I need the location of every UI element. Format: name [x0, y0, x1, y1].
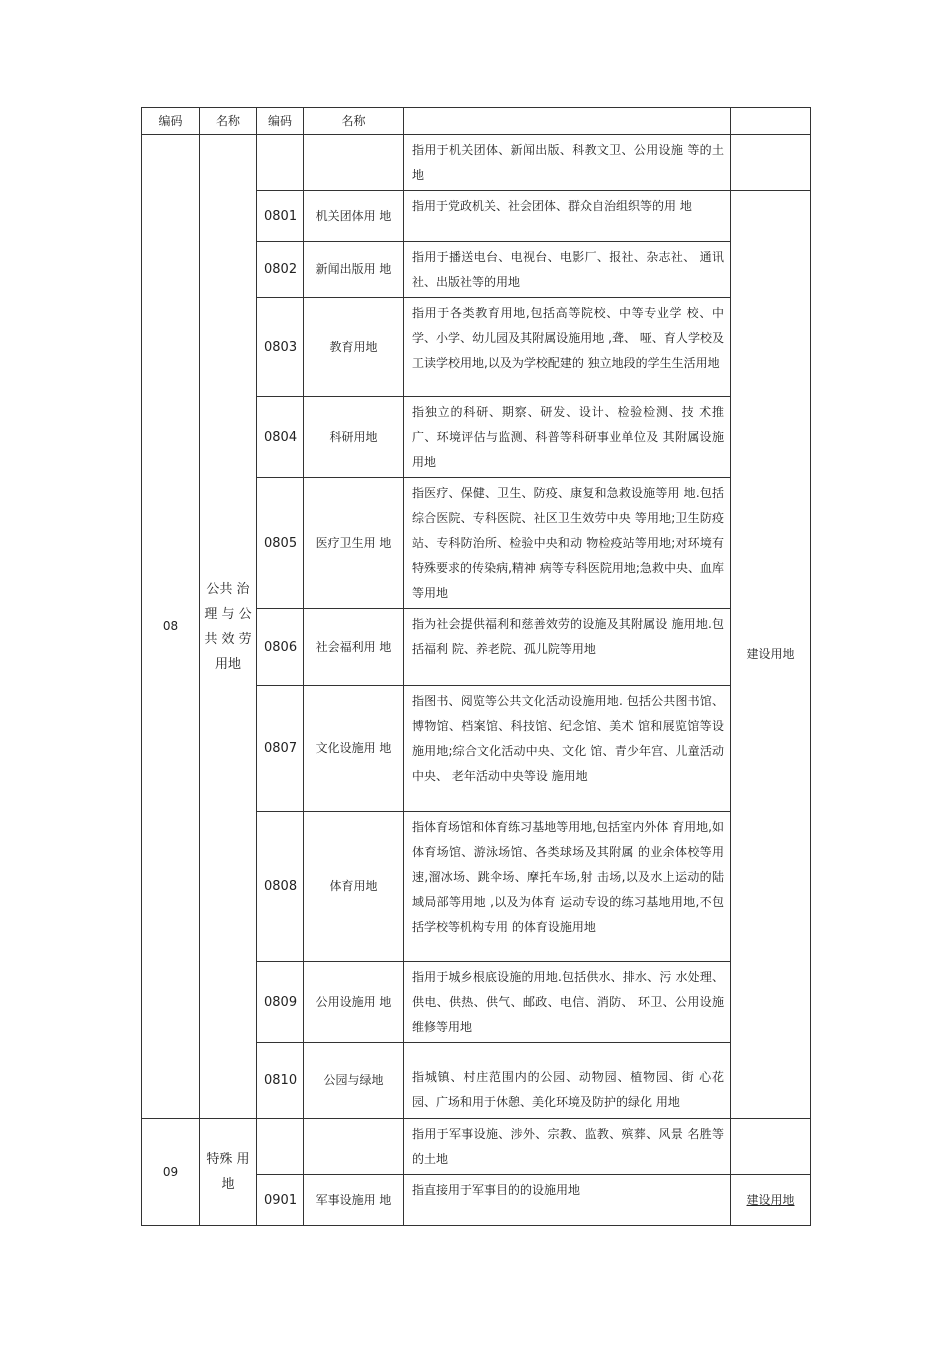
- group-description: 指用于机关团体、新闻出版、科教文卫、公用设施 等的土地: [404, 135, 731, 191]
- item-code: 0807: [257, 686, 304, 812]
- classification-table: [141, 107, 811, 1226]
- item-name: 公用设施用 地: [304, 962, 404, 1043]
- group-landuse: [731, 1119, 811, 1175]
- header-code-2: 编码: [257, 108, 304, 135]
- item-description: 指城镇、村庄范围内的公园、动物园、植物园、街 心花园、广场和用于休憩、美化环境及防护的绿化 用地: [404, 1043, 731, 1119]
- cell-name: [304, 135, 404, 191]
- item-name: 军事设施用 地: [304, 1175, 404, 1226]
- item-name: 机关团体用 地: [304, 191, 404, 242]
- item-name: 公园与绿地: [304, 1043, 404, 1119]
- header-desc: [404, 108, 731, 135]
- item-description: 指直接用于军事目的的设施用地: [404, 1175, 731, 1226]
- item-code: 0804: [257, 397, 304, 478]
- item-code: 0802: [257, 242, 304, 298]
- item-code: 0810: [257, 1043, 304, 1119]
- item-name: 医疗卫生用 地: [304, 478, 404, 609]
- item-description: 指图书、阅览等公共文化活动设施用地. 包括公共图书馆、博物馆、档案馆、科技馆、纪念馆、美术 馆和展览馆等设施用地;综合文化活动中央、文化 馆、青少年宫、儿童活动中央、 老年活动中央等设 施用地: [404, 686, 731, 812]
- item-description: 指用于各类教育用地,包括高等院校、中等专业学 校、中学、小学、幼儿园及其附属设施用地 ,聋、 哑、育人学校及工读学校用地,以及为学校配建的 独立地段的学生生活用地: [404, 298, 731, 397]
- item-description: 指用于播送电台、电视台、电影厂、报社、杂志社、 通讯社、出版社等的用地: [404, 242, 731, 298]
- item-code: 0806: [257, 609, 304, 686]
- item-description: 指体育场馆和体育练习基地等用地,包括室内外体 育用地,如体育场馆、游泳场馆、各类球场及其附属 的业余体校等用速,溜冰场、跳伞场、摩托车场,射 击场,以及水上运动的陆域局部等用地 ,以及为体育 运动专设的练习基地用地,不包括学校等机构专用 的体育设施用地: [404, 812, 731, 962]
- item-name: 新闻出版用 地: [304, 242, 404, 298]
- group-name: 公共 治 理 与 公共 效 劳 用地: [200, 135, 257, 1119]
- item-description: 指医疗、保健、卫生、防疫、康复和急救设施等用 地.包括综合医院、专科医院、社区卫生效劳中央 等用地;卫生防疫站、专科防治所、检验中央和动 物检疫站等用地;对环境有特殊要求的传染病,精神 病等专科医院用地;急救中央、血库等用地: [404, 478, 731, 609]
- land-use-classification-table: [141, 107, 810, 1226]
- item-description: 指为社会提供福利和慈善效劳的设施及其附属设 施用地.包括福利 院、养老院、孤儿院等用地: [404, 609, 731, 686]
- item-name: 体育用地: [304, 812, 404, 962]
- header-name-1: 名称: [200, 108, 257, 135]
- header-code-1: 编码: [142, 108, 200, 135]
- group-code: 08: [142, 135, 200, 1119]
- group-landuse: 建设用地: [731, 191, 811, 1119]
- item-code: 0801: [257, 191, 304, 242]
- item-name: 教育用地: [304, 298, 404, 397]
- item-landuse: [731, 1175, 811, 1226]
- cell-name: [304, 1119, 404, 1175]
- item-name: 科研用地: [304, 397, 404, 478]
- group-description: 指用于军事设施、涉外、宗教、监教、殡葬、风景 名胜等的土地: [404, 1119, 731, 1175]
- header-landuse: [731, 108, 811, 135]
- header-name-2: 名称: [304, 108, 404, 135]
- item-code: 0808: [257, 812, 304, 962]
- cell-code: [257, 135, 304, 191]
- header-row: [142, 108, 811, 135]
- item-name: 文化设施用 地: [304, 686, 404, 812]
- group-code: 09: [142, 1119, 200, 1226]
- table-row: [142, 1119, 811, 1175]
- item-description: 指独立的科研、期察、研发、设计、检验检测、技 术推广、环境评估与监测、科普等科研事业单位及 其附属设施用地: [404, 397, 731, 478]
- item-code: 0901: [257, 1175, 304, 1226]
- item-description: 指用于城乡根底设施的用地.包括供水、排水、污 水处理、供电、供热、供气、邮政、电信、消防、 环卫、公用设施维修等用地: [404, 962, 731, 1043]
- item-description: 指用于党政机关、社会团体、群众自治组织等的用 地: [404, 191, 731, 242]
- item-landuse-text: 建设用地: [746, 1192, 795, 1207]
- item-name: 社会福利用 地: [304, 609, 404, 686]
- item-code: 0809: [257, 962, 304, 1043]
- cell-landuse: [731, 135, 811, 191]
- group-name: 特殊 用 地: [200, 1119, 257, 1226]
- cell-code: [257, 1119, 304, 1175]
- table-row: [142, 135, 811, 191]
- item-code: 0803: [257, 298, 304, 397]
- item-code: 0805: [257, 478, 304, 609]
